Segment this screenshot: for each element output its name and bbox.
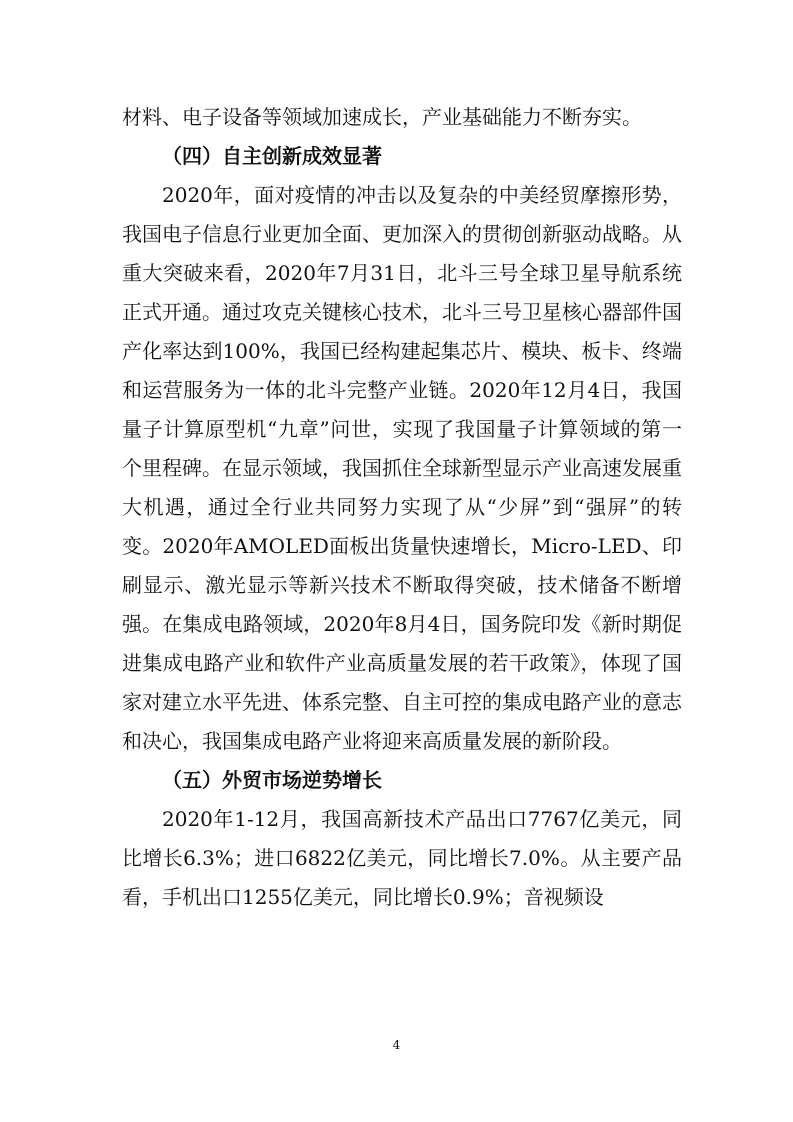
paragraph-continuation: 材料、电子设备等领域加速成长，产业基础能力不断夯实。 bbox=[122, 105, 642, 129]
page-number: 4 bbox=[392, 1038, 401, 1052]
section-heading-4: （四）自主创新成效显著 bbox=[162, 144, 382, 168]
body-text bbox=[122, 98, 682, 917]
paragraph-innovation: 2020年，面对疫情的冲击以及复杂的中美经贸摩擦形势，我国电子信息行业更加全面、更加深入的贯彻创新驱动战略。从重大突破来看，2020年7月31日，北斗三号全球卫星导航系统正式开通。通过攻克关键核心技术，北斗三号卫星核心器部件国产化率达到100%，我国已经构建起集芯片、模块、板卡、终端和运营服务为一体的北斗完整产业链。2020年12月4日，我国量子计算原型机“九章”问世，实现了我国量子计算领域的第一个里程碑。在显示领域，我国抓住全球新型显示产业高速发展重大机遇，通过全行业共同努力实现了从“少屏”到“强屏”的转变。2020年AMOLED面板出货量快速增长，Micro-LED、印刷显示、激光显示等新兴技术不断取得突破，技术储备不断增强。在集成电路领域，2020年8月4日，国务院印发《新时期促进集成电路产业和软件产业高质量发展的若干政策》，体现了国家对建立水平先进、体系完整、自主可控的集成电路产业的意志和决心，我国集成电路产业将迎来高质量发展的新阶段。 bbox=[122, 183, 682, 753]
paragraph-trade: 2020年1-12月，我国高新技术产品出口7767亿美元，同比增长6.3%；进口6822亿美元，同比增长7.0%。从主要产品看，手机出口1255亿美元，同比增长0.9%；音视频设 bbox=[122, 807, 682, 909]
section-heading-5: （五）外贸市场逆势增长 bbox=[162, 768, 382, 792]
